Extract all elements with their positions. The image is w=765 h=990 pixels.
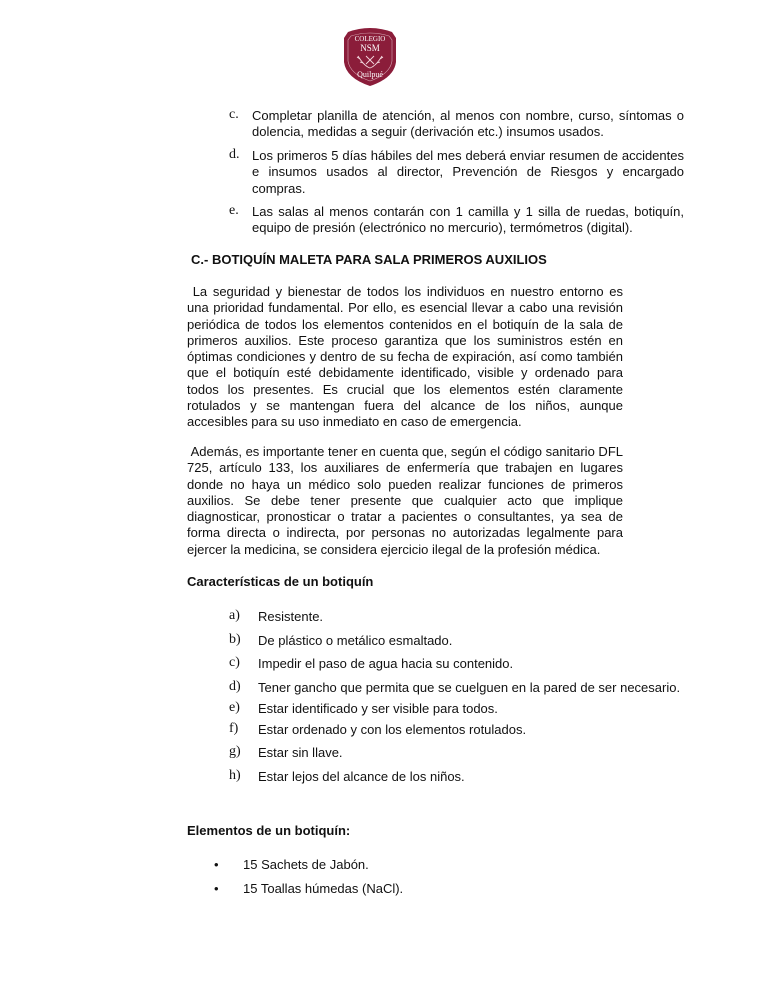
elements-heading: Elementos de un botiquín:	[187, 823, 351, 838]
list-marker-e: e.	[229, 203, 239, 218]
char-marker-c: c)	[229, 655, 240, 670]
char-marker-e: e)	[229, 700, 240, 715]
char-marker-h: h)	[229, 768, 241, 783]
characteristics-heading: Características de un botiquín	[187, 574, 374, 589]
char-marker-f: f)	[229, 721, 239, 736]
list-item-c-text: Completar planilla de atención, al menos con nombre, curso, síntomas o dolencia, medidas a seguir (derivación etc.) insumos usados.	[252, 108, 684, 140]
char-marker-a: a)	[229, 608, 240, 623]
list-item-d-text: Los primeros 5 días hábiles del mes deberá enviar resumen de accidentes e insumos usados al director, Prevención de Riesgos y encargado compras.	[252, 148, 684, 196]
paragraph-legal: Además, es importante tener en cuenta que, según el código sanitario DFL 725, artículo 133, los auxiliares de enfermería que trabajen en lugares donde no haya un médico solo pueden realizar funciones de primeros auxilios. Se debe tener presente que cualquier acto que implique diagnosticar, pronosticar o tratar a pacientes o consultantes, ya sea de forma directa o indirecta, por personas no autorizadas legalmente para ejercer la medicina, se considera ejercicio ilegal de la profesión médica.	[187, 444, 627, 557]
char-marker-b: b)	[229, 632, 241, 647]
crest-text-line2: NSM	[360, 43, 380, 53]
char-item-text: Tener gancho que permita que se cuelguen en la pared de ser necesario.	[258, 680, 681, 695]
list-marker-d: d.	[229, 147, 240, 162]
element-item-text: 15 Sachets de Jabón.	[243, 857, 369, 872]
school-crest-logo	[342, 26, 398, 86]
paragraph-safety: La seguridad y bienestar de todos los individuos en nuestro entorno es una prioridad fundamental. Por ello, es esencial llevar a cabo una revisión periódica de todos los elementos contenidos en el botiquín de la sala de primeros auxilios. Este proceso garantiza que los suministros estén en óptimas condiciones y dentro de su fecha de expiración, así como también que el botiquín esté debidamente identificado, visible y ordenado para todos los presentes. Es crucial que los elementos estén claramente rotulados y se mantengan fuera del alcance de los niños, aunque accesibles para su uso inmediato en caso de emergencia.	[187, 284, 627, 430]
list-marker-c: c.	[229, 107, 239, 122]
char-item-text: Impedir el paso de agua hacia su contenido.	[258, 656, 514, 671]
char-item-text: Estar lejos del alcance de los niños.	[258, 769, 465, 784]
char-item-text: Estar ordenado y con los elementos rotulados.	[258, 722, 527, 737]
crest-text-line1: COLEGIO	[354, 35, 386, 43]
char-marker-g: g)	[229, 744, 241, 759]
char-item-text: De plástico o metálico esmaltado.	[258, 633, 453, 648]
crest-text-line3: Quilpué	[357, 70, 383, 79]
element-item-text: 15 Toallas húmedas (NaCl).	[243, 881, 404, 896]
char-item-text: Estar identificado y ser visible para todos.	[258, 701, 498, 716]
list-item-e-text: Las salas al menos contarán con 1 camilla y 1 silla de ruedas, botiquín, equipo de presión (electrónico no mercurio), termómetros (digital).	[252, 204, 684, 236]
char-item-text: Estar sin llave.	[258, 745, 343, 760]
char-marker-d: d)	[229, 679, 241, 694]
char-item-text: Resistente.	[258, 609, 324, 624]
bullet-marker: •	[214, 881, 219, 896]
section-heading: C.- BOTIQUÍN MALETA PARA SALA PRIMEROS AUXILIOS	[191, 252, 547, 267]
bullet-marker: •	[214, 857, 219, 872]
